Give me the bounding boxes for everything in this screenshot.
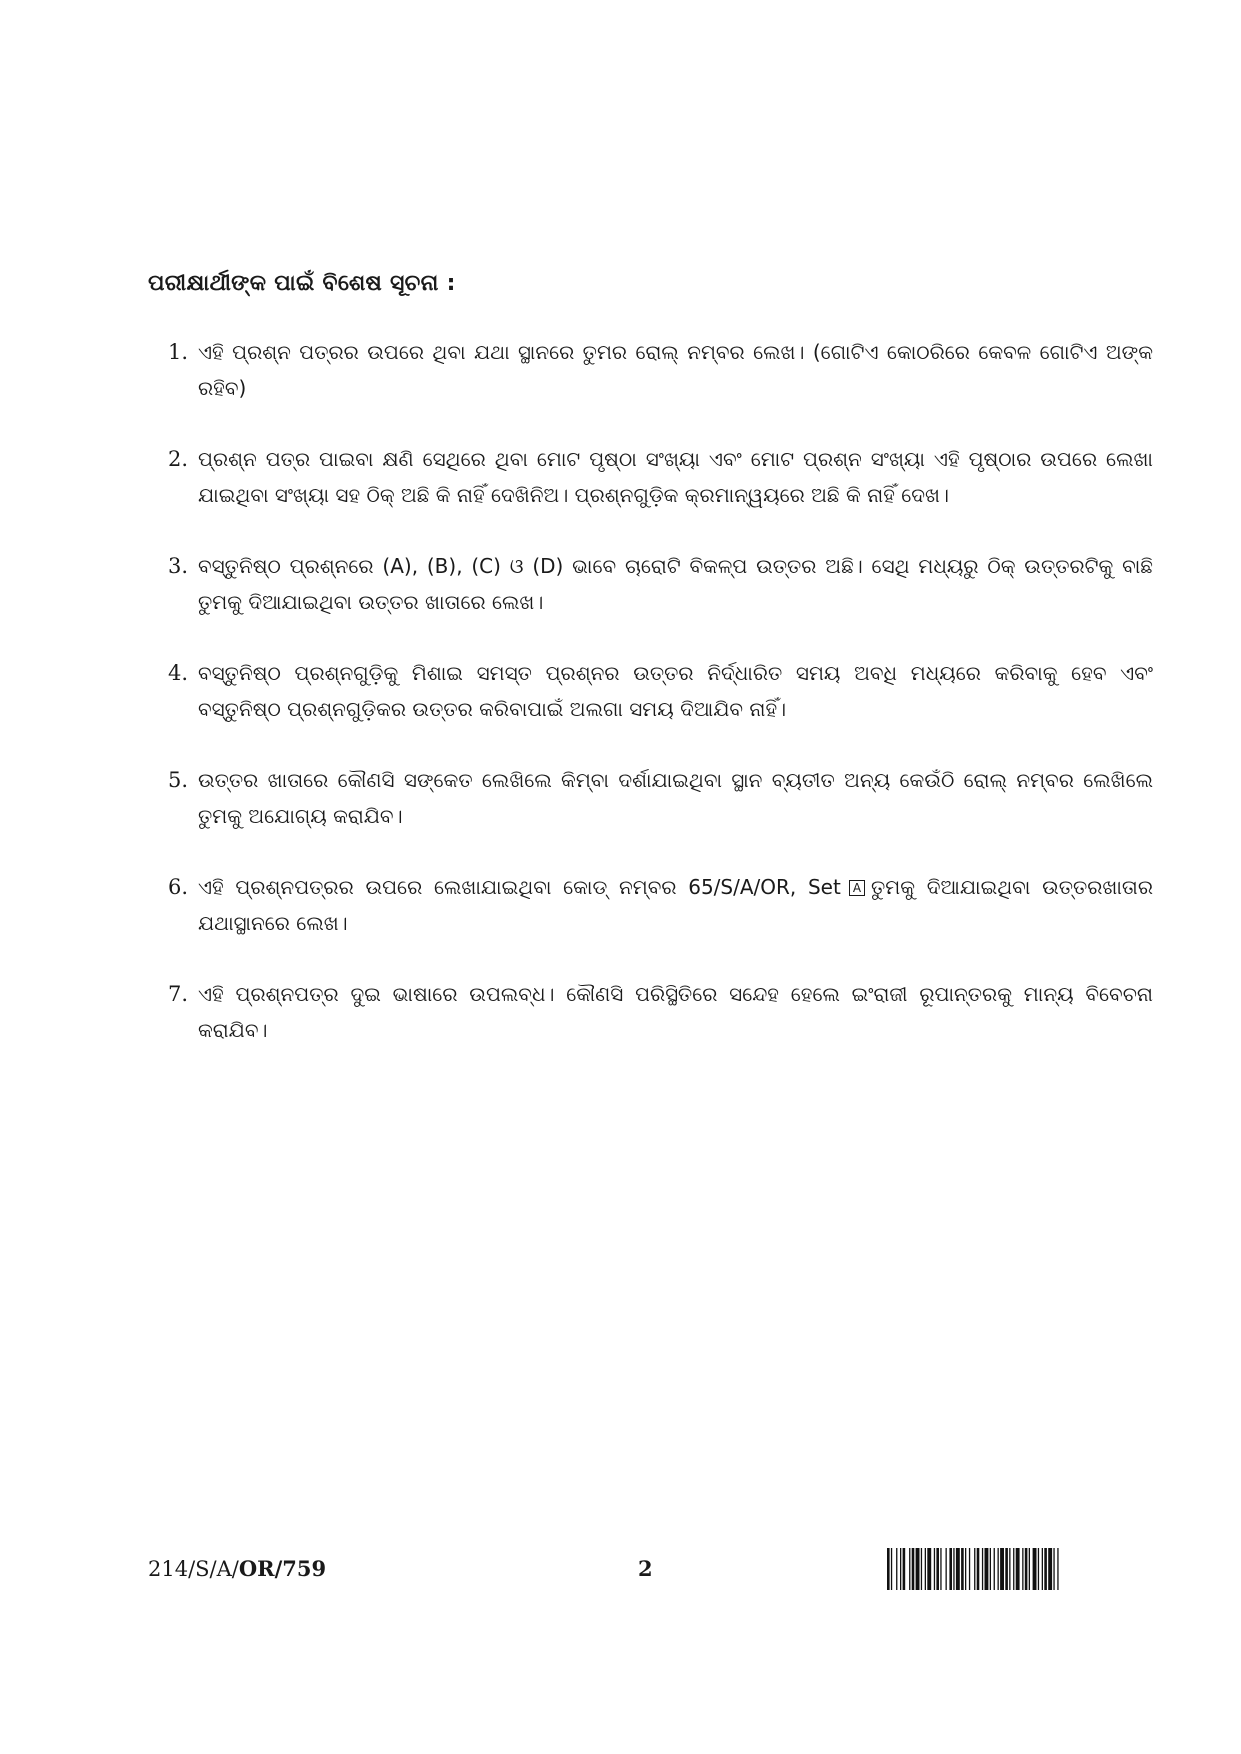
paper-code-bold: OR/759 <box>238 1556 327 1581</box>
instruction-text <box>198 869 1153 941</box>
barcode-bar <box>916 1548 920 1590</box>
barcode-bar <box>1009 1548 1010 1590</box>
barcode-bar <box>927 1548 931 1590</box>
barcode-bar <box>940 1548 941 1590</box>
barcode-bar <box>1029 1548 1030 1590</box>
page-number: 2 <box>638 1556 653 1581</box>
barcode-bar <box>985 1548 989 1590</box>
instruction-number: 5. <box>168 768 189 792</box>
barcode-bar <box>1057 1548 1058 1590</box>
instruction-text: ପ୍ରଶ୍ନ ପତ୍ର ପାଇବା କ୍ଷଣି ସେଥିରେ ଥିବା ମୋଟ ପୃଷ୍ଠା ସଂଖ୍ୟା ଏବଂ ମୋଟ ପ୍ରଶ୍ନ ସଂଖ୍ୟା ଏହି ପୃଷ୍ଠାର ଉପରେ ଲେଖା ଯାଇଥିବା ସଂଖ୍ୟା ସହ ଠିକ୍ ଅଛି କି ନାହିଁ ଦେଖିନିଅ। ପ୍ରଶ୍ନଗୁଡ଼ିକ କ୍ରମାନ୍ୱୟରେ ଅଛି କି ନାହିଁ ଦେଖ। <box>198 447 1153 507</box>
instruction-item-5 <box>168 762 1153 834</box>
barcode-bar <box>969 1548 970 1590</box>
barcode-bar <box>1022 1548 1023 1590</box>
instruction-number: 6. <box>168 875 189 899</box>
instruction-text: ବସ୍ତୁନିଷ୍ଠ ପ୍ରଶ୍ନଗୁଡ଼ିକୁ ମିଶାଇ ସମସ୍ତ ପ୍ରଶ୍ନର ଉତ୍ତର ନିର୍ଦ୍ଧାରିତ ସମୟ ଅବଧି ମଧ୍ୟରେ କରିବାକୁ ହେବ ଏବଂ ବସ୍ତୁନିଷ୍ଠ ପ୍ରଶ୍ନଗୁଡ଼ିକର ଉତ୍ତର କରିବାପାଇଁ ଅଲଗା ସମୟ ଦିଆଯିବ ନାହିଁ। <box>198 661 1153 721</box>
instruction-number: 3. <box>168 554 189 578</box>
instruction-number: 1. <box>168 340 189 364</box>
barcode-bar <box>946 1548 947 1590</box>
barcode-bar <box>896 1548 897 1590</box>
barcode-bar <box>1042 1548 1043 1590</box>
barcode-bar <box>1048 1548 1052 1590</box>
barcode-bar <box>977 1548 980 1590</box>
barcode-bar <box>998 1548 999 1590</box>
instruction-number: 4. <box>168 661 189 685</box>
instructions-list <box>168 334 1153 1083</box>
paper-code-prefix: 214/S/A/ <box>148 1557 239 1581</box>
barcode-bar <box>936 1548 939 1590</box>
barcode-bar <box>956 1548 960 1590</box>
barcode-bar <box>961 1548 964 1590</box>
instruction-item-1 <box>168 334 1153 406</box>
barcode-bar <box>982 1548 983 1590</box>
barcode-bar <box>900 1548 901 1590</box>
instruction-item-6 <box>168 869 1153 941</box>
instruction-item-2 <box>168 441 1153 513</box>
instruction-item-3 <box>168 548 1153 620</box>
barcode-bar <box>903 1548 906 1590</box>
barcode-bar <box>909 1548 910 1590</box>
instruction-text-before: ଏହି ପ୍ରଶ୍ନପତ୍ରର ଉପରେ ଲେଖାଯାଇଥିବା କୋଡ୍ ନମ୍ବର 65/S/A/OR, Set <box>198 875 841 899</box>
instruction-text: ଏହି ପ୍ରଶ୍ନ ପତ୍ରର ଉପରେ ଥିବା ଯଥା ସ୍ଥାନରେ ତୁମର ରୋଲ୍ ନମ୍ବର ଲେଖ। (ଗୋଟିଏ କୋଠରିରେ କେବଳ ଗୋଟିଏ ଅଙ୍କ ରହିବ) <box>198 340 1153 400</box>
barcode-image <box>887 1548 1149 1590</box>
instruction-text-after: ତୁମକୁ ଦିଆଯାଇଥିବା ଉତ୍ତରଖାତାର ଯଥାସ୍ଥାନରେ ଲେଖ। <box>198 875 1153 935</box>
instruction-number: 2. <box>168 447 189 471</box>
barcode-bar <box>1013 1548 1014 1590</box>
barcode-bar <box>934 1548 935 1590</box>
barcode-bar <box>1044 1548 1047 1590</box>
instructions-heading: ପରୀକ୍ଷାର୍ଥୀଙ୍କ ପାଇଁ ବିଶେଷ ସୂଚନା : <box>148 271 456 296</box>
barcode-bar <box>949 1548 952 1590</box>
barcode-bar <box>990 1548 991 1590</box>
instruction-item-4 <box>168 655 1153 727</box>
barcode-bar <box>1053 1548 1054 1590</box>
paper-code <box>148 1556 326 1581</box>
barcode-bar <box>1033 1548 1037 1590</box>
barcode-bar <box>891 1548 892 1590</box>
barcode-bar <box>953 1548 954 1590</box>
barcode-bar <box>1025 1548 1028 1590</box>
barcode-bar <box>925 1548 926 1590</box>
barcode-bar <box>1016 1548 1020 1590</box>
instruction-item-7 <box>168 976 1153 1048</box>
barcode-bar <box>994 1548 995 1590</box>
instruction-text: ବସ୍ତୁନିଷ୍ଠ ପ୍ରଶ୍ନରେ (A), (B), (C) ଓ (D) ଭାବେ ଚାରୋଟି ବିକଳ୍ପ ଉତ୍ତର ଅଛି। ସେଥି ମଧ୍ୟରୁ ଠିକ୍ ଉତ୍ତରଟିକୁ ବାଛି ତୁମକୁ ଦିଆଯାଇଥିବା ଉତ୍ତର ଖାତାରେ ଲେଖ। <box>198 554 1153 614</box>
barcode-bar <box>887 1548 890 1590</box>
barcode-bar <box>1038 1548 1039 1590</box>
set-letter-box: A <box>849 880 865 896</box>
instruction-number: 7. <box>168 982 189 1006</box>
barcode-bar <box>921 1548 922 1590</box>
barcode-bar <box>912 1548 915 1590</box>
barcode-bar <box>974 1548 975 1590</box>
barcode-bar <box>965 1548 966 1590</box>
instruction-text: ଏହି ପ୍ରଶ୍ନପତ୍ର ଦୁଇ ଭାଷାରେ ଉପଲବ୍ଧ। କୌଣସି ପରିସ୍ଥିତିରେ ସନ୍ଦେହ ହେଲେ ଇଂରାଜୀ ରୂପାନ୍ତରକୁ ମାନ୍ୟ ବିବେଚନା କରାଯିବ। <box>198 982 1153 1042</box>
barcode-bar <box>1000 1548 1004 1590</box>
instruction-text: ଉତ୍ତର ଖାତାରେ କୌଣସି ସଙ୍କେତ ଲେଖିଲେ କିମ୍ବା ଦର୍ଶାଯାଇଥିବା ସ୍ଥାନ ବ୍ୟତୀତ ଅନ୍ୟ କେଉଁଠି ରୋଲ୍ ନମ୍ବର ଲେଖିଲେ ତୁମକୁ ଅଯୋଗ୍ୟ କରାଯିବ। <box>198 768 1153 828</box>
barcode-bar <box>1005 1548 1008 1590</box>
